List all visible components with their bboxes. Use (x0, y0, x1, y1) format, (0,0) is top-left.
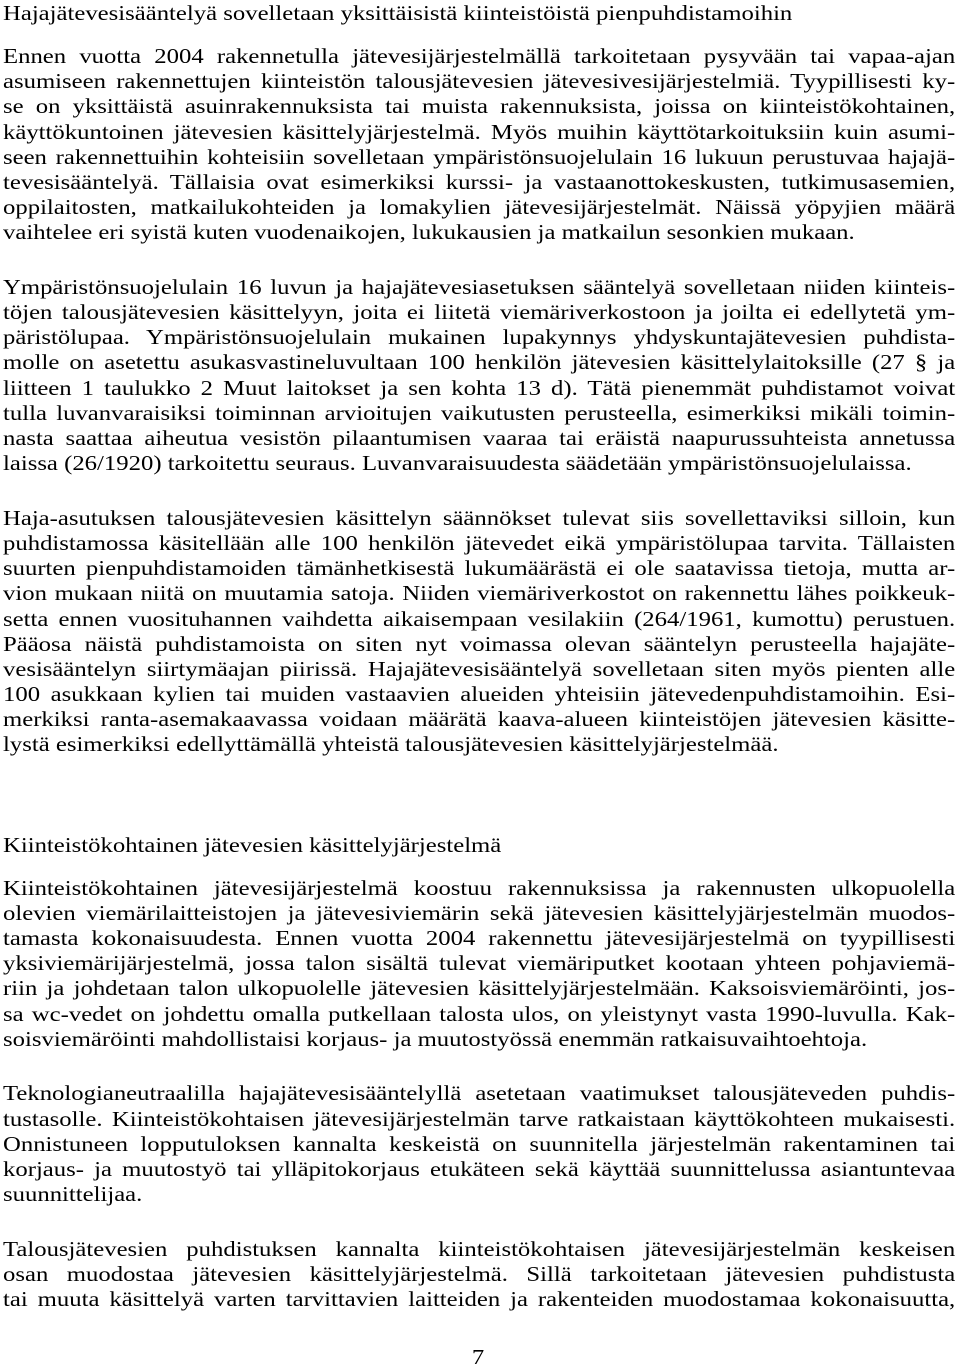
text-line: soisviemäröinti mahdollistaisi korjaus- ja muutostyössä enemmän ratkaisuvaihtoehtoja. (3, 1026, 868, 1051)
text-line: seen rakennettuihin kohteisiin sovelletaan ympäristönsuojelulain 16 lukuun perustuvaa hajajä- (3, 144, 956, 169)
text-line: setta ennen vuosituhannen vaihdetta aikaisempaan vesilakiin (264/1961, kumottu) perustuen. (3, 606, 956, 631)
text-line: käyttökuntoinen jätevesien käsittelyjärjestelmä. Myös muihin käyttötarkoituksiin kuin asumi- (3, 119, 956, 144)
section-heading: Kiinteistökohtainen jätevesien käsittelyjärjestelmä (3, 832, 502, 857)
text-line: vaihtelee eri syistä kuten vuodenaikojen, lukukausien ja matkailun sesonkien mukaan. (3, 220, 855, 245)
text-line: Pääosa näistä puhdistamoista on siten nyt voimassa olevan sääntelyn perusteella hajajäte- (3, 631, 956, 656)
text-line: liitteen 1 taulukko 2 Muut laitokset ja sen kohta 13 d). Tätä pienemmät puhdistamot voivat (3, 375, 956, 400)
text-line: yksiviemärijärjestelmä, jossa talon sisältä tulevat viemäriputket kootaan yhteen pohjaviemä- (3, 951, 956, 976)
text-line: asumiseen rakennettujen kiinteistön talousjätevesien jätevesivesijärjestelmiä. Tyypillisesti ky- (3, 69, 956, 94)
text-line: päristölupaa. Ympäristönsuojelulain mukainen lupakynnys yhdyskuntajätevesien puhdista- (3, 325, 956, 350)
paragraph (3, 506, 955, 758)
paragraph (3, 1237, 955, 1313)
text-line: Haja-asutuksen talousjätevesien käsittelyn säännökset tulevat siis sovellettaviksi silloin, kun (3, 505, 956, 530)
text-line: osan muodostaa jätevesien käsittelyjärjestelmä. Sillä tarkoitetaan jätevesien puhdistusta (3, 1261, 956, 1286)
text-line: tulla luvanvaraisiksi toiminnan arvioitujen vaikutusten perusteella, esimerkiksi mikäli toimin- (3, 400, 956, 425)
text-line: suunnittelijaa. (3, 1182, 143, 1207)
text-line: nasta saattaa aiheutua vesistön pilaantumisen vaaraa tai eräistä naapurussuhteista annetussa (3, 426, 956, 450)
text-line: Teknologianeutraalilla hajajätevesisääntelyllä asetetaan vaatimukset talousjäteveden puhdis- (3, 1081, 956, 1106)
text-line: riin ja johdetaan talon ulkopuolelle jätevesien käsittelyjärjestelmään. Kaksoisviemäröinti, jos- (3, 976, 956, 1001)
page-content (3, 1, 955, 1342)
text-line: tamasta kokonaisuudesta. Ennen vuotta 2004 rakennettu jätevesijärjestelmä on tyypillisesti (3, 926, 956, 950)
text-line: Kiinteistökohtainen jätevesijärjestelmä koostuu rakennuksissa ja rakennusten ulkopuolella (3, 875, 956, 900)
text-line: molle on asetettu asukasvastineluvultaan 100 henkilön jätevesien käsittelylaitoksille (27 § ja (3, 350, 956, 375)
text-line: Ennen vuotta 2004 rakennetulla jätevesijärjestelmällä tarkoitetaan pysyvään tai vapaa-ajan (3, 43, 956, 68)
text-line: se on yksittäistä asuinrakennuksista tai muista rakennuksista, joissa on kiinteistökohtainen, (3, 94, 956, 119)
paragraph (3, 275, 955, 477)
paragraph (3, 44, 955, 246)
text-line: tustasolle. Kiinteistökohtaisen jätevesijärjestelmän tarve ratkaistaan käyttökohteen mukaisesti. (3, 1106, 956, 1131)
text-line: Ympäristönsuojelulain 16 luvun ja hajajätevesiasetuksen sääntelyä sovelletaan niiden kiinteis- (3, 274, 956, 299)
text-line: Talousjätevesien puhdistuksen kannalta kiinteistökohtaisen jätevesijärjestelmän keskeisen (3, 1236, 956, 1261)
text-line: merkiksi ranta-asemakaavassa voidaan määrätä kaava-alueen kiinteistöjen jätevesien käsitte- (3, 707, 956, 732)
text-line: puhdistamossa käsitellään alle 100 henkilön jätevedet eikä ympäristölupaa tarvita. Tällaisten (3, 530, 956, 555)
text-line: sa wc-vedet on johdettu omalla putkellaan talosta ulos, on yleistynyt vasta 1990-luvulla. Kak- (3, 1001, 956, 1026)
text-line: 100 asukkaan kylien tai muiden vastaavien alueiden yhteisiin jätevedenpuhdistamoihin. Esi- (3, 682, 956, 707)
text-line: tai muuta käsittelyä varten tarvittavien laitteiden ja rakenteiden muodostamaa kokonaisuutta, (3, 1287, 956, 1312)
text-line: laissa (26/1920) tarkoitettu seuraus. Luvanvaraisuudesta säädetään ympäristönsuojelulaissa. (3, 451, 912, 476)
page-number: 7 (471, 1345, 485, 1369)
text-line: vesisääntelyn siirtymäajan piirissä. Hajajätevesisääntelyä sovelletaan siten myös pienten alle (3, 656, 956, 681)
text-line: suurten pienpuhdistamoiden tämänhetkisestä lukumäärästä ei ole saatavissa tietoja, mutta ar- (3, 556, 956, 581)
text-line: korjaus- ja muutostyö tai ylläpitokorjaus etukäteen sekä käyttää suunnittelussa asiantuntevaa (3, 1156, 956, 1181)
text-line: tevesisääntelyä. Tällaisia ovat esimerkiksi kurssi- ja vastaanottokeskusten, tutkimusasemien, (3, 169, 956, 194)
section-heading: Hajajätevesisääntelyä sovelletaan yksittäisistä kiinteistöistä pienpuhdistamoihin (3, 1, 793, 25)
text-line: oppilaitosten, matkailukohteiden ja lomakylien jätevesijärjestelmät. Näissä yöpyjien määrä (3, 195, 956, 220)
text-line: olevien viemärilaitteistojen ja jätevesiviemärin sekä jätevesien käsittelyjärjestelmän muodos- (3, 900, 956, 925)
text-line: lystä esimerkiksi edellyttämällä yhteistä talousjätevesien käsittelyjärjestelmää. (3, 732, 779, 757)
text-line: Onnistuneen lopputuloksen kannalta keskeistä on suunnitella järjestelmän rakentaminen tai (3, 1131, 956, 1156)
paragraph (3, 1081, 955, 1207)
paragraph (3, 876, 955, 1052)
text-line: töjen talousjätevesien käsittelyyn, joita ei liitetä viemäriverkostoon ja joilta ei edellytetä ym- (3, 300, 956, 325)
text-line: vion mukaan niitä on muutamia satoja. Niiden viemäriverkostot on rakennettu lähes poikkeuk- (3, 581, 956, 606)
